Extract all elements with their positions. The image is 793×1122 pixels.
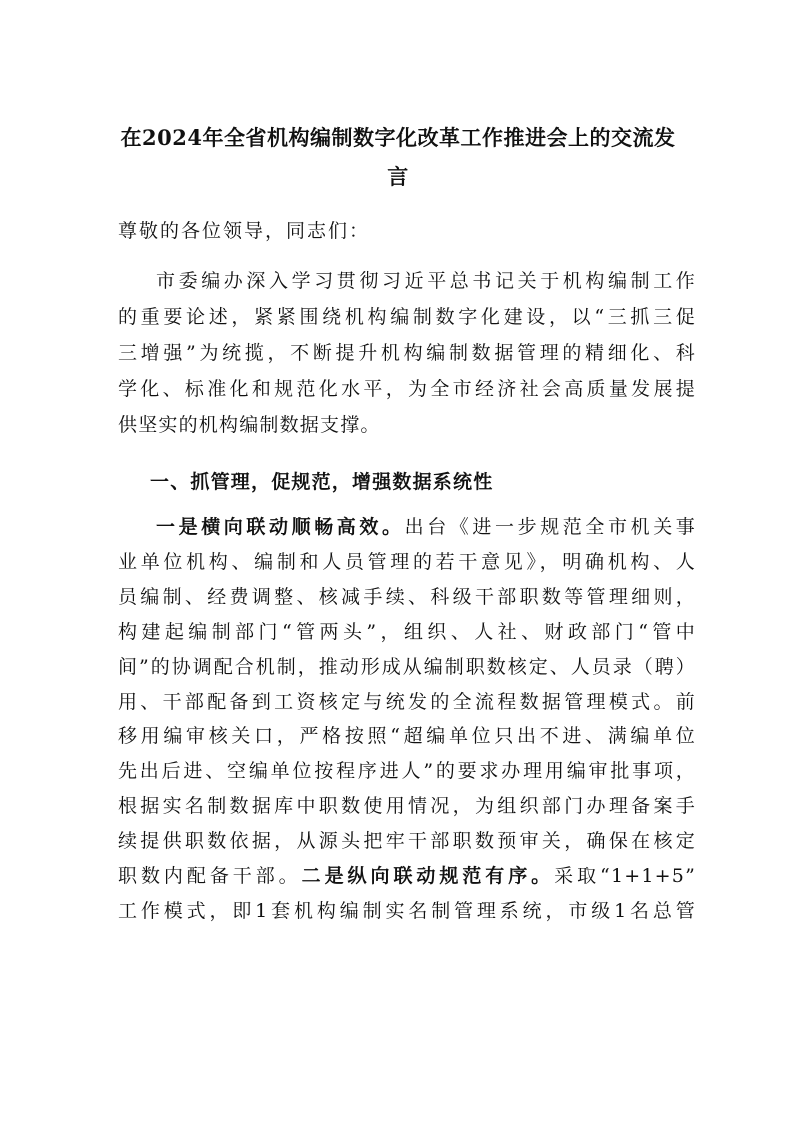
section-line: 间”的协调配合机制，推动形成从编制职数核定、人员录（聘） bbox=[118, 655, 696, 678]
section-line: 工作模式，即1套机构编制实名制管理系统，市级1名总管 bbox=[118, 899, 696, 922]
section-line: 移用编审核关口，严格按照“超编单位只出不进、满编单位 bbox=[118, 725, 696, 748]
intro-paragraph bbox=[118, 263, 696, 443]
section-line bbox=[118, 510, 696, 545]
section-line: 续提供职数依据，从源头把牢干部职数预审关，确保在核定 bbox=[118, 830, 696, 853]
section-line-text: 出台《进一步规范全市机关事 bbox=[404, 516, 697, 538]
section-line: 先出后进、空编单位按程序进人”的要求办理用编审批事项， bbox=[118, 760, 696, 783]
document-title bbox=[118, 118, 678, 196]
section-heading: 一、抓管理，促规范，增强数据系统性 bbox=[150, 471, 494, 493]
second-bold-phrase: 二是纵向联动规范有序。 bbox=[301, 865, 555, 888]
section-line: 员编制、经费调整、核减手续、科级干部职数等管理细则， bbox=[118, 585, 696, 608]
section-line: 业单位机构、编制和人员管理的若干意见》，明确机构、人 bbox=[118, 550, 696, 573]
intro-line: 市委编办深入学习贯彻习近平总书记关于机构编制工作 bbox=[156, 270, 696, 292]
salutation: 尊敬的各位领导，同志们： bbox=[118, 220, 371, 242]
lead-bold-phrase: 一是横向联动顺畅高效。 bbox=[156, 516, 405, 538]
section-line: 用、干部配备到工资核定与统发的全流程数据管理模式。前 bbox=[118, 690, 696, 713]
title-line-2: 言 bbox=[387, 164, 409, 189]
section-line bbox=[118, 859, 696, 894]
title-line-1: 在2024年全省机构编制数字化改革工作推进会上的交流发 bbox=[120, 125, 676, 150]
section-line: 构建起编制部门“管两头”，组织、人社、财政部门“管中 bbox=[118, 620, 696, 643]
intro-line: 学化、标准化和规范化水平，为全市经济社会高质量发展提 bbox=[118, 378, 696, 400]
section-line-tail: 采取“1+1+5” bbox=[554, 865, 696, 888]
section-line: 根据实名制数据库中职数使用情况，为组织部门办理备案手 bbox=[118, 795, 696, 818]
intro-line: 的重要论述，紧紧围绕机构编制数字化建设，以“三抓三促 bbox=[118, 306, 696, 328]
section-line-text: 职数内配备干部。 bbox=[118, 865, 302, 888]
section-paragraph bbox=[118, 510, 696, 929]
intro-line: 供坚实的机构编制数据支撑。 bbox=[118, 414, 381, 436]
intro-line: 三增强”为统揽，不断提升机构编制数据管理的精细化、科 bbox=[118, 342, 696, 364]
